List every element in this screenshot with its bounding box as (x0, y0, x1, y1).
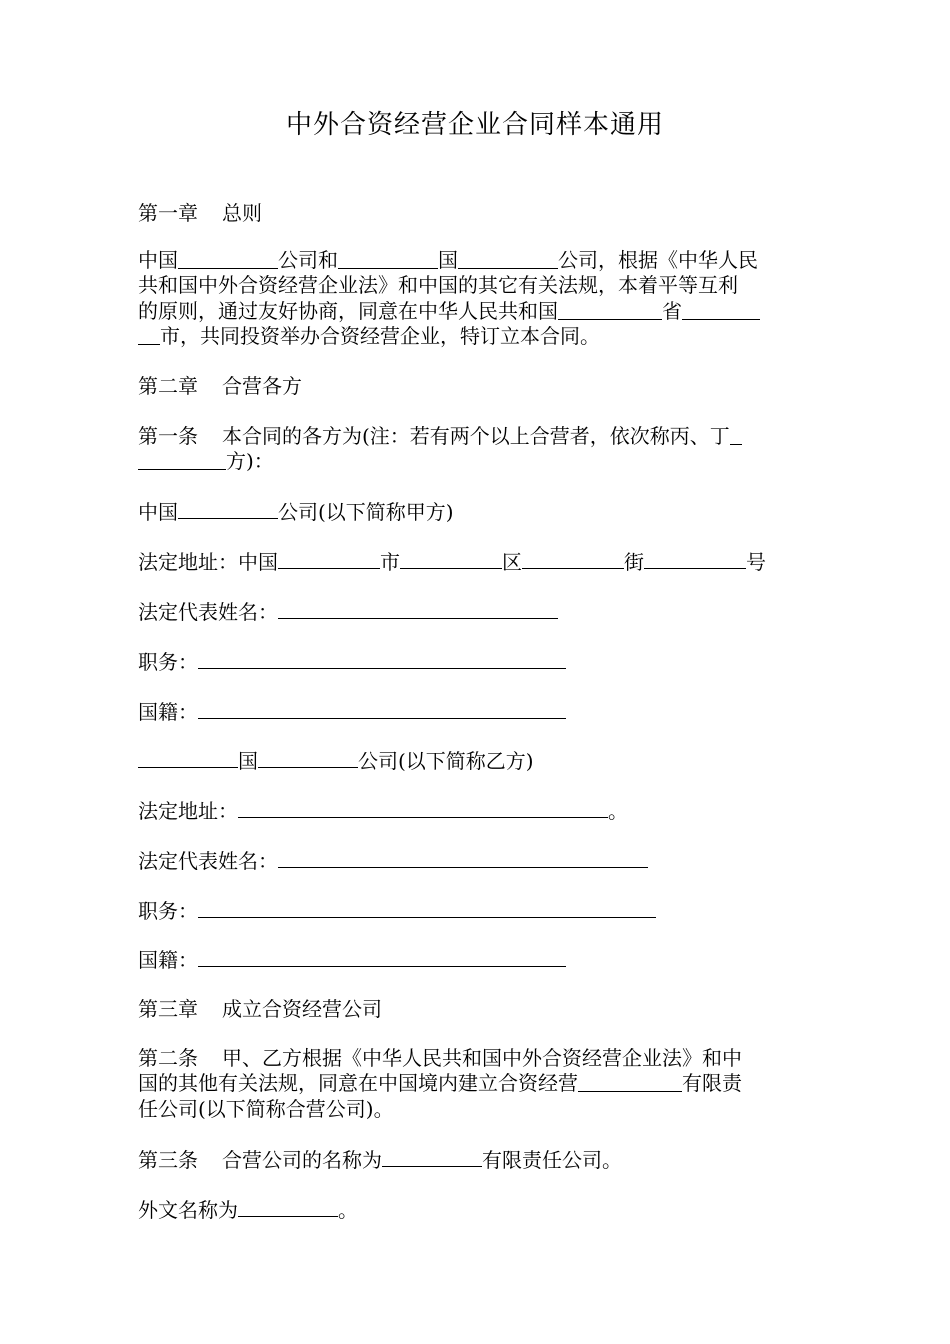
blank-field (522, 548, 624, 569)
party-b-country: 国 (238, 749, 258, 773)
blank-field (138, 324, 160, 345)
nationality-label: 国籍： (138, 700, 198, 724)
article-3 (138, 1146, 814, 1173)
address-label: 法定地址： (138, 799, 238, 823)
chapter-3-heading (138, 996, 814, 1022)
blank-field (644, 548, 746, 569)
blank-field (238, 1196, 338, 1217)
party-b-rep-line (138, 847, 814, 874)
party-a-nationality-line (138, 698, 814, 725)
party-a-company: 公司(以下简称甲方) (278, 500, 454, 524)
party-a-rep-line (138, 598, 814, 625)
foreign-name-label: 外文名称为 (138, 1198, 238, 1222)
blank-field (198, 698, 566, 719)
blank-field (682, 299, 760, 320)
blank-field (258, 747, 358, 768)
article-text: 有限责 (682, 1071, 742, 1096)
intro-text: 国 (438, 248, 458, 272)
blank-field (198, 897, 656, 918)
document-title: 中外合资经营企业合同样本通用 (285, 110, 664, 140)
foreign-name-end: 。 (338, 1198, 358, 1222)
article-number: 第二条 (138, 1046, 198, 1070)
chapter-title: 总则 (222, 201, 262, 225)
intro-text: 中国 (138, 248, 178, 272)
party-b-address-line (138, 797, 814, 824)
intro-paragraph (138, 248, 814, 350)
party-a-country: 中国 (138, 500, 178, 524)
chapter-number: 第三章 (138, 997, 198, 1021)
article-text: 方)： (226, 449, 274, 474)
rep-label: 法定代表姓名： (138, 849, 278, 873)
blank-field (458, 248, 558, 269)
rep-label: 法定代表姓名： (138, 600, 278, 624)
foreign-name-line (138, 1196, 814, 1223)
article-1 (138, 424, 814, 475)
blank-field (178, 248, 278, 269)
blank-field (278, 847, 648, 868)
blank-field (400, 548, 502, 569)
position-label: 职务： (138, 650, 198, 674)
blank-field (178, 498, 278, 519)
blank-field (578, 1071, 682, 1092)
chapter-number: 第一章 (138, 201, 198, 225)
blank-field (238, 797, 608, 818)
blank-field (278, 598, 558, 619)
article-text: 任公司(以下简称合营公司)。 (138, 1096, 394, 1121)
chapter-2-heading (138, 373, 814, 399)
article-number: 第三条 (138, 1148, 198, 1172)
article-text: 本合同的各方为(注：若有两个以上合营者，依次称丙、丁 (222, 424, 730, 448)
blank-field (198, 648, 566, 669)
article-text: 国的其他有关法规，同意在中国境内建立合资经营 (138, 1071, 578, 1096)
intro-text: 公司和 (278, 248, 338, 272)
address-city: 市 (380, 550, 400, 574)
address-number: 号 (746, 550, 766, 574)
party-b-name-line (138, 747, 814, 774)
article-2 (138, 1046, 814, 1122)
blank-field (138, 747, 238, 768)
address-district: 区 (502, 550, 522, 574)
party-a-title-line (138, 648, 814, 675)
blank-field (138, 449, 226, 470)
blank-field (278, 548, 380, 569)
intro-text: 的原则，通过友好协商，同意在中华人民共和国 (138, 298, 558, 323)
article-text: 有限责任公司。 (482, 1148, 622, 1172)
address-street: 街 (624, 550, 644, 574)
chapter-title: 成立合资经营公司 (222, 997, 382, 1021)
article-text: 甲、乙方根据《中华人民共和国中外合资经营企业法》和中 (222, 1046, 742, 1070)
party-b-company: 公司(以下简称乙方) (358, 749, 534, 773)
party-a-name-line (138, 498, 814, 525)
article-number: 第一条 (138, 424, 198, 448)
blank-field (558, 299, 662, 320)
article-text: 合营公司的名称为 (222, 1148, 382, 1172)
blank-field (198, 946, 566, 967)
blank-field (730, 424, 742, 445)
blank-field (338, 248, 438, 269)
blank-field (382, 1146, 482, 1167)
chapter-title: 合营各方 (222, 374, 302, 398)
nationality-label: 国籍： (138, 948, 198, 972)
intro-text: 市，共同投资举办合资经营企业，特订立本合同。 (160, 324, 600, 349)
party-b-title-line (138, 897, 814, 924)
party-b-nationality-line (138, 946, 814, 973)
intro-text: 共和国中外合资经营企业法》和中国的其它有关法规，本着平等互利 (138, 273, 738, 298)
address-end: 。 (608, 799, 628, 823)
intro-text: 公司，根据《中华人民 (558, 248, 758, 272)
chapter-number: 第二章 (138, 374, 198, 398)
chapter-1-heading (138, 200, 814, 226)
address-label: 法定地址：中国 (138, 550, 278, 574)
position-label: 职务： (138, 899, 198, 923)
party-a-address-line (138, 548, 814, 575)
intro-text: 省 (662, 298, 682, 323)
